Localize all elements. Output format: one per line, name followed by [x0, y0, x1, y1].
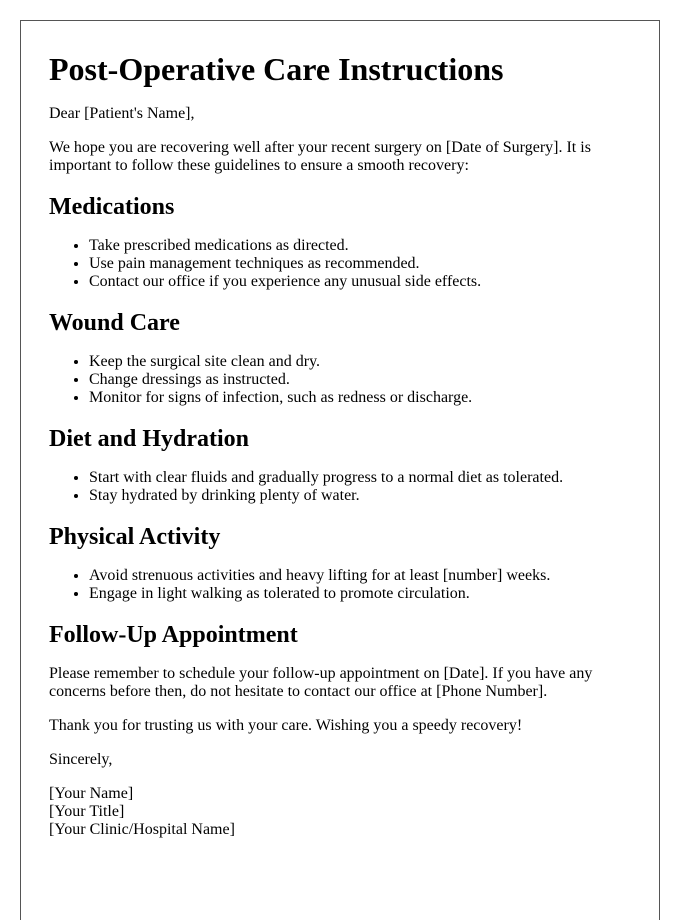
signature-block	[49, 785, 631, 839]
thanks-paragraph: Thank you for trusting us with your care. Wishing you a speedy recovery!	[49, 717, 523, 734]
list-item: • Monitor for signs of infection, such as redness or discharge.	[89, 389, 631, 407]
list-item: • Stay hydrated by drinking plenty of water.	[89, 487, 631, 505]
list-item: • Take prescribed medications as directed.	[89, 237, 631, 255]
signature-name: [Your Name]	[49, 785, 134, 802]
section-heading-diet-hydration: Diet and Hydration	[49, 426, 250, 452]
closing: Sincerely,	[49, 751, 113, 768]
section-heading-physical-activity: Physical Activity	[49, 524, 221, 550]
list-item: • Engage in light walking as tolerated to promote circulation.	[89, 585, 631, 603]
letter-page	[20, 20, 660, 920]
intro-paragraph: We hope you are recovering well after your recent surgery on [Date of Surgery]. It is important to follow these guidelines to ensure a smooth recovery:	[49, 139, 591, 174]
follow-up-paragraph: Please remember to schedule your follow-up appointment on [Date]. If you have any concerns before then, do not hesitate to contact our office at [Phone Number].	[49, 665, 593, 700]
signature-clinic: [Your Clinic/Hospital Name]	[49, 821, 235, 838]
page-title: Post-Operative Care Instructions	[49, 51, 504, 87]
medications-list	[49, 237, 631, 291]
section-heading-medications: Medications	[49, 194, 175, 220]
list-item: • Keep the surgical site clean and dry.	[89, 353, 631, 371]
greeting: Dear [Patient's Name],	[49, 105, 195, 122]
physical-activity-list	[49, 567, 631, 603]
wound-care-list	[49, 353, 631, 407]
section-heading-wound-care: Wound Care	[49, 310, 180, 336]
diet-hydration-list	[49, 469, 631, 505]
section-heading-follow-up: Follow-Up Appointment	[49, 622, 298, 648]
list-item: • Start with clear fluids and gradually progress to a normal diet as tolerated.	[89, 469, 631, 487]
list-item: • Change dressings as instructed.	[89, 371, 631, 389]
signature-title: [Your Title]	[49, 803, 125, 820]
list-item: • Use pain management techniques as recommended.	[89, 255, 631, 273]
list-item: • Avoid strenuous activities and heavy lifting for at least [number] weeks.	[89, 567, 631, 585]
list-item: • Contact our office if you experience any unusual side effects.	[89, 273, 631, 291]
